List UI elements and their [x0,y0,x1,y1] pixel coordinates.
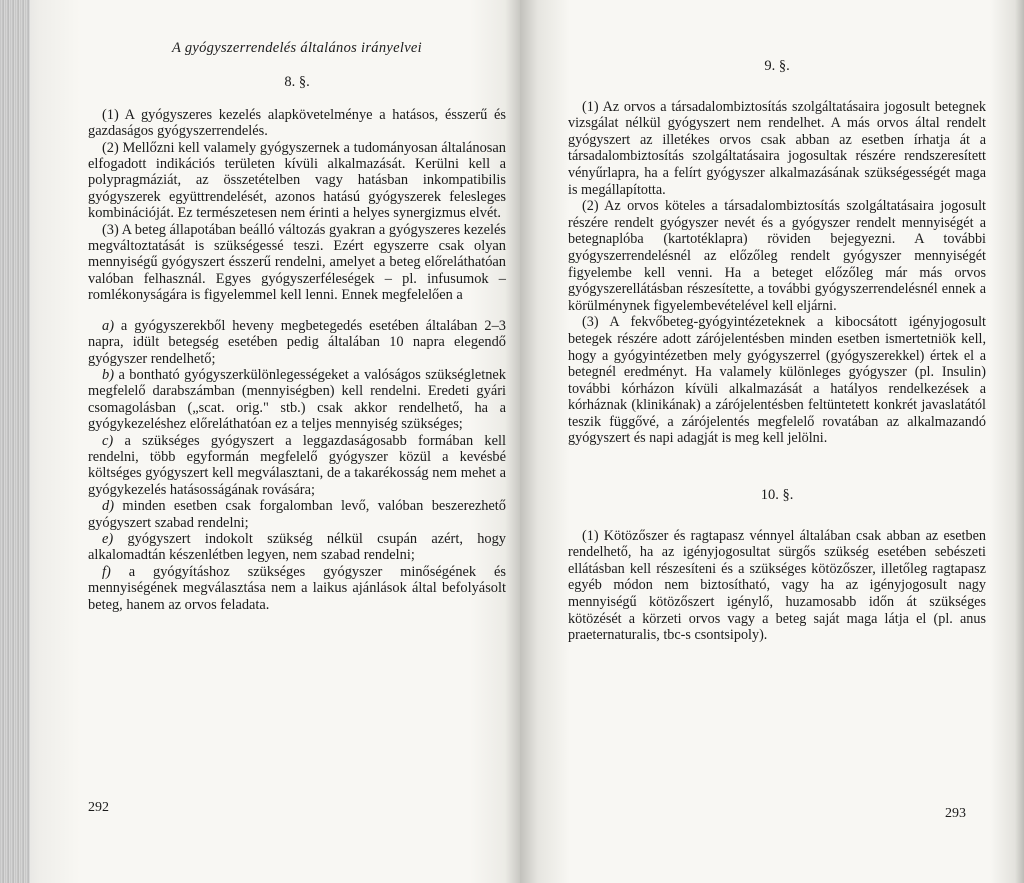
page-number-left: 292 [88,800,109,815]
list-mark-c: c) [102,432,114,449]
paragraph-8-2: (2) Mellőzni kell valamely gyógyszernek a tudományosan általánosan elfogadott indikációs területen kívüli alkalmazását. Kerülni kell a polypragmáziát, az összetételben vagy hatásban inkompatibilis gyógyszerek együttrendelését, azonos hatású gyógyszerek felesleges kombinációját. Ez természetesen nem érinti a helyes synergizmus elvét. [88,139,506,222]
right-page [520,0,1024,883]
section-title-8: 8. §. [284,74,310,91]
paragraph-9-3: (3) A fekvőbeteg-gyógyintézeteknek a kibocsátott igényjogosult betegek részére adott zárójelentésben minden esetben ismertetniök kell, hogy a gyógyintézetben mely gyógyszerrel (gyógyszerekkel) értek el a betegnél eredményt. Ha valamely különleges gyógyszer (pl. Insulin) további kórházon kívüli alkalmazását a hatályos rendelkezések a kórháznak (klinikának) a zárójelentésben feltüntetett konkrét javaslatától teszik függővé, a zárójelentés megfelelő rovatában az alkalmazandó gyógyszert és napi adagját is meg kell jelölni. [568,314,986,447]
list-item-d [88,498,506,531]
list-mark-f: f) [102,563,111,580]
list-text-f: a gyógyításhoz szükséges gyógyszer minőségének és mennyiségének megválasztása nem a laikus ajánlások által befolyásolt beteg, hanem az orvos feladata. [88,563,506,613]
paragraph-10-1: (1) Kötözőszer és ragtapasz vénnyel általában csak abban az esetben rendelhető, ha az igényjogosultat sürgős szükség esetében sebészeti ellátásban kell részesíteni és a szükséges kötözőszer, illetőleg ragtapasz egyéb módon nem biztosítható, vagy ha az igényjogosult nagy mennyiségű kötözőszert igénylő, huzamosabb időn át szükséges kötözését a körzeti orvos vagy a beteg saját maga látja el (pl. anus praeternaturalis, tbc-s csontsipoly). [568,527,986,644]
list-mark-a: a) [102,317,114,334]
paragraph-8-1: (1) A gyógyszeres kezelés alapkövetelménye a hatásos, ésszerű és gazdaságos gyógyszerrendelés. [88,106,506,140]
running-head: A gyógyszerrendelés általános irányelvei [172,40,422,56]
list-text-b: a bontható gyógyszerkülönlegességeket a valóságos szükségletnek megfelelő darabszámban (mennyiségben) kell rendelni. Eredeti gyári csomagolásban („scat. orig." stb.) csak akkor rendelhető, ha a gyógykezeléshez előreláthatóan ez a teljes mennyiség szükséges; [88,366,506,433]
list-mark-b: b) [102,366,114,383]
list-item-f [88,564,506,613]
paragraph-9-1: (1) Az orvos a társadalombiztosítás szolgáltatásaira jogosult betegnek vizsgálat nélkül gyógyszert nem rendelhet. A más orvos által rendelt gyógyszert az illetékes orvos csak abban az esetben írhatja át a társadalombiztosítás szolgáltatásaira jogosultak részére rendszeresített vényűrlapra, ha a felírt gyógyszer alkalmazásának szükségességét maga is megállapította. [568,98,986,198]
section-title-9: 9. §. [764,58,790,74]
list-item-a [88,318,506,367]
paragraph-9-2: (2) Az orvos köteles a társadalombiztosítás szolgáltatásaira jogosult részére rendelt gyógyszer nevét és a gyógyszer rendelt mennyiségét a betegnaplóba (kartotéklapra) röviden bejegyezni. A további gyógyszerrendelésnél az előzőleg rendelt gyógyszer mennyiségét figyelembe kell venni. Ha a beteget előzőleg már más orvos gyógyszerellátásban részesítette, a további gyógyszerrendelésnél ennek a körülménynek figyelembevételével kell eljárni. [568,198,986,314]
list-item-e [88,531,506,564]
right-page-body [568,58,986,644]
list-mark-e: e) [102,530,114,547]
binding-edge [0,0,30,883]
list-item-b [88,367,506,433]
left-page-body [88,40,506,613]
paragraph-8-3: (3) A beteg állapotában beálló változás gyakran a gyógyszeres kezelés megváltoztatását is szükségessé teszi. Ezért egyszerre csak olyan mennyiségű gyógyszert ésszerű rendelni, amelyet a beteg előreláthatóan valóban felhasznál. Egyes gyógyszerféleségek – pl. infusumok – romlékonyságára is figyelemmel kell lenni. Ennek megfelelően a [88,221,506,304]
list-text-c: a szükséges gyógyszert a leggazdaságosabb formában kell rendelni, több egyformán megfelelő gyógyszer közül a kevésbé költséges gyógyszert kell megválasztani, de a takarékosság nem mehet a gyógykezelés hatásosságának rovására; [88,432,506,498]
list-text-d: minden esetben csak forgalomban levő, valóban beszerezhető gyógyszert szabad rendelni; [88,498,506,531]
list-text-a: a gyógyszerekből heveny megbetegedés esetében általában 2–3 napra, idült betegség esetében pedig általában 10 napra elegendő gyógyszer rendelhető; [88,317,506,367]
list-item-c [88,433,506,499]
page-number-right: 293 [945,806,966,821]
list-mark-d: d) [102,498,114,515]
section-title-10: 10. §. [760,487,794,504]
list-text-e: gyógyszert indokolt szükség nélkül csupán azért, hogy alkalomadtán készenlétben legyen, nem szabad rendelni; [88,530,506,564]
